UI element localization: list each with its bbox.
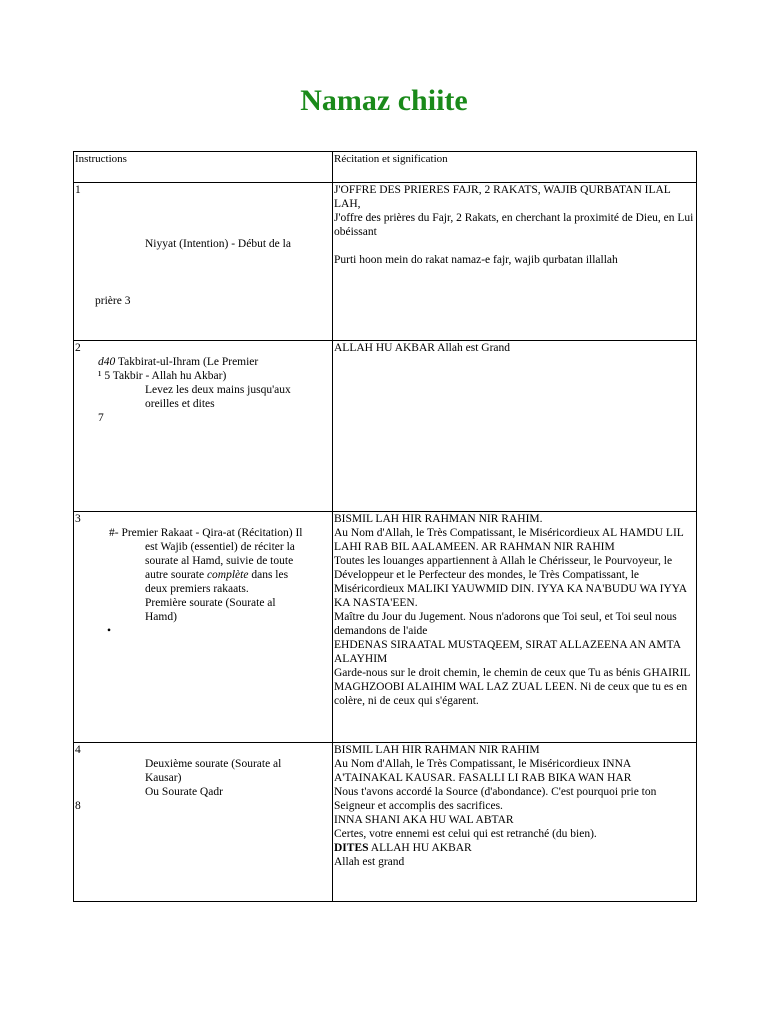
recitation-cell (333, 743, 697, 902)
instruction-line: #- Premier Rakaat - Qira-at (Récitation) Il (109, 527, 303, 539)
recitation-cell (333, 341, 697, 512)
recitation-line: Toutes les louanges appartiennent à Allah le Chérisseur, le Pourvoyeur, le Développeur et le Perfecteur des mondes, le Très Compatissant, le Miséricordieux MALIKI YAUWMID DIN. IYYA KA NA'BUDU WA IYYA KA NASTA'EEN. (334, 555, 687, 609)
instruction-cell (74, 512, 333, 743)
recitation-line: Allah est grand (334, 856, 405, 868)
instruction-line: sourate al Hamd, suivie de toute (145, 555, 294, 567)
recitation-line: EHDENAS SIRAATAL MUSTAQEEM, SIRAT ALLAZEENA AN AMTA ALAYHIM (334, 639, 681, 665)
row-number: 3 (75, 513, 81, 525)
instruction-line: Kausar) (145, 772, 182, 784)
recitation-line: ALLAH HU AKBAR Allah est Grand (334, 342, 510, 354)
instruction-line: autre sourate complète dans les (145, 569, 289, 581)
instruction-line: prière 3 (95, 295, 131, 307)
instruction-cell (74, 743, 333, 902)
recitation-line: Au Nom d'Allah, le Très Compatissant, le Miséricordieux AL HAMDU LIL LAHI RAB BIL AALAMEEN. AR RAHMAN NIR RAHIM (334, 527, 684, 553)
instruction-line: deux premiers rakaats. (145, 583, 249, 595)
recitation-line: J'offre des prières du Fajr, 2 Rakats, en cherchant la proximité de Dieu, en Lui obéissant (334, 212, 694, 238)
instruction-line: ¹ 5 Takbir - Allah hu Akbar) (98, 370, 227, 382)
recitation-line: Certes, votre ennemi est celui qui est retranché (du bien). (334, 828, 597, 840)
instruction-ref: d40 (98, 356, 116, 368)
page-title: Namaz chiite (300, 84, 468, 117)
instruction-line: Deuxième sourate (Sourate al (145, 758, 282, 770)
instruction-line: oreilles et dites (145, 398, 215, 410)
instruction-line: d40 Takbirat-ul-Ihram (Le Premier (98, 356, 259, 368)
recitation-line: Maître du Jour du Jugement. Nous n'adorons que Toi seul, et Toi seul nous demandons de l'aide (334, 611, 677, 637)
recitation-line: BISMIL LAH HIR RAHMAN NIR RAHIM (334, 744, 540, 756)
row-number: 2 (75, 342, 81, 354)
instruction-line: est Wajib (essentiel) de réciter la (145, 541, 295, 553)
prayer-table (73, 151, 697, 902)
instruction-line: Première sourate (Sourate al (145, 597, 276, 609)
recitation-line: Au Nom d'Allah, le Très Compatissant, le Miséricordieux INNA A'TAINAKAL KAUSAR. FASALLI LI RAB BIKA WAN HAR (334, 758, 632, 784)
table-header-row (74, 152, 697, 183)
row-number: 4 (75, 744, 81, 756)
header-instructions: Instructions (74, 152, 333, 183)
recitation-cell (333, 183, 697, 341)
table-row (74, 341, 697, 512)
instruction-cell (74, 183, 333, 341)
instruction-line: 7 (98, 412, 104, 424)
recitation-line: DITES ALLAH HU AKBAR (334, 842, 472, 854)
table-row (74, 512, 697, 743)
header-recitation: Récitation et signification (333, 152, 697, 183)
recitation-line: Purti hoon mein do rakat namaz-e fajr, wajib qurbatan illallah (334, 254, 618, 266)
table-row (74, 743, 697, 902)
recitation-line: Garde-nous sur le droit chemin, le chemin de ceux que Tu as bénis GHAIRIL MAGHZOOBI ALAIHIM WAL LAZ ZUAL LEEN. Ni de ceux que tu es en colère, ni de ceux qui s'égarent. (334, 667, 690, 707)
recitation-line: J'OFFRE DES PRIERES FAJR, 2 RAKATS, WAJIB QURBATAN ILAL LAH, (334, 184, 671, 210)
table-row (74, 183, 697, 341)
bullet: • (107, 625, 112, 637)
recitation-cell (333, 512, 697, 743)
recitation-line: BISMIL LAH HIR RAHMAN NIR RAHIM. (334, 513, 543, 525)
instruction-line: Hamd) (145, 611, 177, 623)
instruction-line: 8 (75, 800, 81, 812)
recitation-line: INNA SHANI AKA HU WAL ABTAR (334, 814, 514, 826)
instruction-line: Levez les deux mains jusqu'aux (145, 384, 291, 396)
instruction-line: Ou Sourate Qadr (145, 786, 223, 798)
instruction-line: Niyyat (Intention) - Début de la (145, 238, 291, 250)
instruction-cell (74, 341, 333, 512)
row-number: 1 (75, 184, 81, 196)
recitation-line: Nous t'avons accordé la Source (d'abondance). C'est pourquoi prie ton Seigneur et accomplis des sacrifices. (334, 786, 657, 812)
